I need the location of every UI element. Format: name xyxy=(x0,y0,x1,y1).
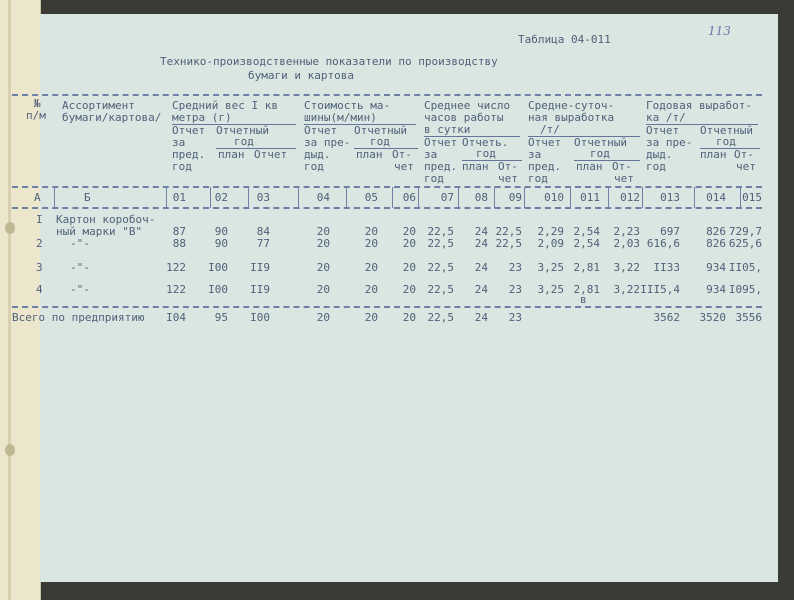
header-annual-chet: чет xyxy=(736,160,756,173)
total-value: I00 xyxy=(250,311,270,324)
column-separator xyxy=(54,187,55,208)
document-title-line1: Технико-производственные показатели по производству xyxy=(160,55,498,68)
column-code: 010 xyxy=(544,191,564,204)
header-daily-ot: От- xyxy=(612,160,632,173)
column-separator xyxy=(642,187,643,208)
header-daily-line2: ная выработка xyxy=(528,111,615,124)
header-hours-za: за xyxy=(424,148,438,161)
column-separator xyxy=(524,187,525,208)
column-code: 09 xyxy=(508,191,522,204)
row-value: 24 xyxy=(474,261,488,274)
margin-note: в xyxy=(580,293,587,306)
header-annual-god2: год xyxy=(716,135,736,148)
row-number: I xyxy=(36,213,43,226)
row-value: 934 xyxy=(706,261,726,274)
column-code: 05 xyxy=(364,191,378,204)
header-hours-god2: год xyxy=(476,147,496,160)
row-value: 20 xyxy=(364,261,378,274)
header-weight-za: за xyxy=(172,136,186,149)
header-speed-otchetny: Отчетный xyxy=(354,124,407,137)
header-daily-god2: год xyxy=(590,147,610,160)
binding-hole xyxy=(5,222,15,234)
row-value: 22,5 xyxy=(495,237,522,250)
total-value: 23 xyxy=(508,311,522,324)
header-annual-zapre: за пре- xyxy=(646,136,693,149)
row-value: 24 xyxy=(474,225,488,238)
row-value: 22,5 xyxy=(427,237,454,250)
header-daily-line1: Средне-суточ- xyxy=(528,99,615,112)
row-value: I095, xyxy=(728,283,762,296)
row-name: -"- xyxy=(70,237,90,250)
column-code: 07 xyxy=(440,191,454,204)
row-value: 826 xyxy=(706,225,726,238)
header-speed-god2: год xyxy=(370,135,390,148)
header-weight-fact: Отчет xyxy=(254,148,288,161)
row-name: -"- xyxy=(70,283,90,296)
table-label: Таблица 04-011 xyxy=(518,33,611,46)
column-separator xyxy=(494,187,495,208)
header-weight-pred: пред. xyxy=(172,148,206,161)
row-value: 616,6 xyxy=(646,237,680,250)
row-value: I00 xyxy=(208,261,228,274)
row-value: 20 xyxy=(402,283,416,296)
row-value: 20 xyxy=(402,225,416,238)
header-assortment-line2: бумаги/картова/ xyxy=(62,111,162,124)
row-name: -"- xyxy=(70,261,90,274)
column-codes-top-rule xyxy=(12,186,762,188)
header-assortment-line1: Ассортимент xyxy=(62,99,135,112)
total-value: 95 xyxy=(214,311,228,324)
row-value: I00 xyxy=(208,283,228,296)
column-code: 015 xyxy=(742,191,762,204)
row-value: 934 xyxy=(706,283,726,296)
header-num-symbol: № xyxy=(34,97,41,110)
header-top-rule xyxy=(12,94,762,96)
row-value: 24 xyxy=(474,283,488,296)
header-hours-ot: От- xyxy=(498,160,518,173)
column-code: А xyxy=(34,191,41,204)
header-daily-za: за xyxy=(528,148,542,161)
header-hours-chet: чет xyxy=(498,172,518,185)
header-annual-otchet: Отчет xyxy=(646,124,680,137)
header-daily-god: год xyxy=(528,172,548,185)
row-value: 3,25 xyxy=(537,283,564,296)
column-code: 04 xyxy=(316,191,330,204)
total-value: 3556 xyxy=(735,311,762,324)
header-daily-chet: чет xyxy=(614,172,634,185)
row-value: 77 xyxy=(256,237,270,250)
header-speed-ot: От- xyxy=(392,148,412,161)
row-value: 22,5 xyxy=(427,283,454,296)
header-weight-otchetny: Отчетный xyxy=(216,124,269,137)
row-value: 22,5 xyxy=(427,261,454,274)
header-num-pm: п/м xyxy=(26,109,46,122)
header-speed-otchet: Отчет xyxy=(304,124,338,137)
total-value: I04 xyxy=(166,311,186,324)
header-weight-line1: Средний вес I кв xyxy=(172,99,278,112)
row-value: II05, xyxy=(728,261,762,274)
header-hours-line2: часов работы xyxy=(424,111,504,124)
header-hours-otchet-god: Отчеть. xyxy=(462,136,509,149)
total-value: 20 xyxy=(402,311,416,324)
header-annual-plan: план xyxy=(700,148,727,161)
document-title-line2: бумаги и картова xyxy=(248,69,354,82)
column-separator xyxy=(210,187,211,208)
total-value: 22,5 xyxy=(427,311,454,324)
header-annual-god: год xyxy=(646,160,666,173)
row-value: III5,4 xyxy=(640,283,680,296)
total-label: Всего по предприятию xyxy=(12,311,145,324)
row-value: 122 xyxy=(166,261,186,274)
column-codes-bottom-rule xyxy=(12,207,762,209)
row-value: 2,23 xyxy=(613,225,640,238)
column-separator xyxy=(608,187,609,208)
total-value: 3520 xyxy=(699,311,726,324)
total-top-rule xyxy=(12,306,762,308)
header-speed-god: год xyxy=(304,160,324,173)
header-annual-otchetny: Отчетный xyxy=(700,124,753,137)
column-code: Б xyxy=(84,191,91,204)
column-separator xyxy=(392,187,393,208)
row-value: 84 xyxy=(256,225,270,238)
column-separator xyxy=(740,187,741,208)
column-separator xyxy=(298,187,299,208)
header-speed-dyd: дыд. xyxy=(304,148,331,161)
column-code: 08 xyxy=(474,191,488,204)
row-number: 3 xyxy=(36,261,43,274)
row-value: 20 xyxy=(402,237,416,250)
column-separator xyxy=(346,187,347,208)
row-number: 4 xyxy=(36,283,43,296)
column-code: 014 xyxy=(706,191,726,204)
column-separator xyxy=(418,187,419,208)
row-value: 3,25 xyxy=(537,261,564,274)
column-code: 012 xyxy=(620,191,640,204)
total-value: 20 xyxy=(316,311,330,324)
row-value: 23 xyxy=(508,261,522,274)
row-value: 90 xyxy=(214,225,228,238)
row-value: 88 xyxy=(172,237,186,250)
row-value: 22,5 xyxy=(427,225,454,238)
total-value: 24 xyxy=(474,311,488,324)
row-value: 20 xyxy=(402,261,416,274)
header-speed-plan: план xyxy=(356,148,383,161)
row-value: 20 xyxy=(316,261,330,274)
column-separator xyxy=(694,187,695,208)
header-weight-god: год xyxy=(172,160,192,173)
row-value: 2,09 xyxy=(537,237,564,250)
document-sheet xyxy=(12,14,778,582)
row-value: 3,22 xyxy=(613,283,640,296)
row-value: 23 xyxy=(508,283,522,296)
header-weight-line2: метра (г) xyxy=(172,111,232,124)
row-value: 20 xyxy=(316,283,330,296)
row-value: 2,03 xyxy=(613,237,640,250)
row-value: 122 xyxy=(166,283,186,296)
column-separator xyxy=(458,187,459,208)
row-number: 2 xyxy=(36,237,43,250)
header-hours-line3: в сутки xyxy=(424,123,471,136)
row-value: 2,81 xyxy=(573,283,600,296)
header-annual-line2: ка /т/ xyxy=(646,111,686,124)
column-separator xyxy=(166,187,167,208)
header-weight-otchet: Отчет xyxy=(172,124,206,137)
column-code: 06 xyxy=(402,191,416,204)
row-value: 826 xyxy=(706,237,726,250)
header-weight-god2: год xyxy=(234,135,254,148)
sheet-number: 113 xyxy=(708,24,731,38)
row-value: 20 xyxy=(316,237,330,250)
header-weight-plan: план xyxy=(218,148,245,161)
row-value: 20 xyxy=(316,225,330,238)
row-value: 729,7 xyxy=(728,225,762,238)
header-speed-line2: шины(м/мин) xyxy=(304,111,377,124)
header-daily-otchet: Отчет xyxy=(528,136,562,149)
header-hours-line1: Среднее число xyxy=(424,99,511,112)
column-code: 013 xyxy=(660,191,680,204)
row-value: 20 xyxy=(364,225,378,238)
header-daily-plan: план xyxy=(576,160,603,173)
column-code: 01 xyxy=(172,191,186,204)
row-value: 20 xyxy=(364,283,378,296)
row-value: 90 xyxy=(214,237,228,250)
header-hours-pred: пред. xyxy=(424,160,458,173)
header-annual-line1: Годовая выработ- xyxy=(646,99,752,112)
header-speed-chet: чет xyxy=(394,160,414,173)
header-hours-god: год xyxy=(424,172,444,185)
header-annual-ot: От- xyxy=(734,148,754,161)
total-value: 20 xyxy=(364,311,378,324)
header-speed-zapre: за пре- xyxy=(304,136,351,149)
row-value: 22,5 xyxy=(495,225,522,238)
binding-edge xyxy=(8,0,11,600)
row-value: 2,81 xyxy=(573,261,600,274)
column-code: 03 xyxy=(256,191,270,204)
row-value: 625,6 xyxy=(728,237,762,250)
row-value: 2,29 xyxy=(537,225,564,238)
header-daily-pred: пред. xyxy=(528,160,562,173)
row-value: II9 xyxy=(250,283,270,296)
header-hours-plan: план xyxy=(462,160,489,173)
row-value: II9 xyxy=(250,261,270,274)
column-code: 02 xyxy=(214,191,228,204)
row-value: 20 xyxy=(364,237,378,250)
header-daily-otchetny: Отчетный xyxy=(574,136,627,149)
row-value: II33 xyxy=(653,261,680,274)
row-value: 697 xyxy=(660,225,680,238)
row-value: 2,54 xyxy=(573,225,600,238)
binding-strip xyxy=(0,0,41,600)
header-hours-otchet: Отчет xyxy=(424,136,458,149)
header-speed-line1: Стоимость ма- xyxy=(304,99,391,112)
row-value: 2,54 xyxy=(573,237,600,250)
row-name: ный марки "В" xyxy=(56,225,143,238)
binding-hole xyxy=(5,444,15,456)
column-separator xyxy=(248,187,249,208)
row-value: 87 xyxy=(172,225,186,238)
row-value: 24 xyxy=(474,237,488,250)
header-daily-line3: /т/ xyxy=(540,123,560,136)
column-separator xyxy=(570,187,571,208)
header-annual-dyd: дыд. xyxy=(646,148,673,161)
row-name: Картон коробоч- xyxy=(56,213,156,226)
column-code: 011 xyxy=(580,191,600,204)
row-value: 3,22 xyxy=(613,261,640,274)
total-value: 3562 xyxy=(653,311,680,324)
